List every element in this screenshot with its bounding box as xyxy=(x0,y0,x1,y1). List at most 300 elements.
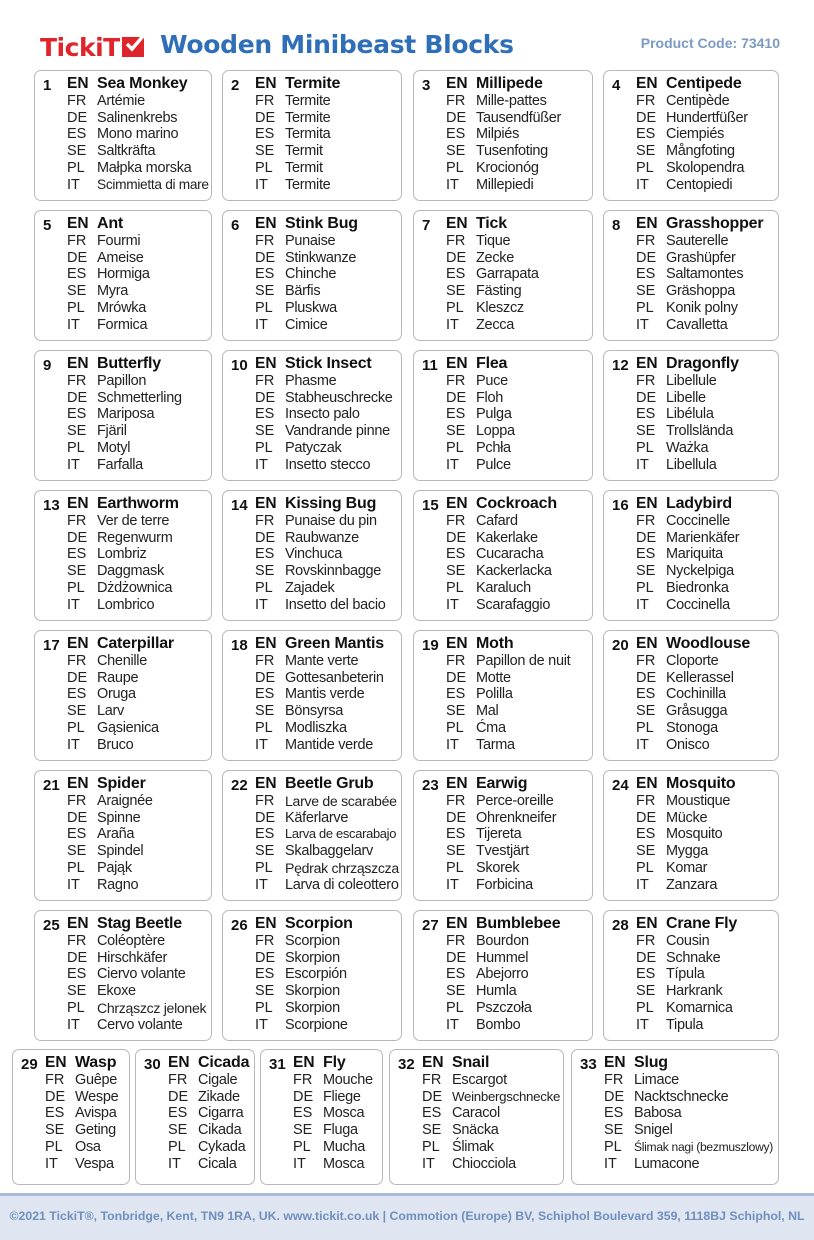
minibeast-card xyxy=(34,490,212,621)
translation-list xyxy=(446,76,590,194)
translated-name: Tijereta xyxy=(476,826,522,843)
english-name: Crane Fly xyxy=(666,915,738,932)
language-code: SE xyxy=(255,983,275,1000)
translated-name: Cikada xyxy=(198,1122,242,1139)
language-code: EN xyxy=(67,75,89,92)
minibeast-card xyxy=(34,70,212,201)
translated-name: Ciempiés xyxy=(666,126,725,143)
translation-row xyxy=(446,546,590,563)
translation-row xyxy=(255,810,399,827)
translation-list xyxy=(446,916,590,1034)
translated-name: Raupe xyxy=(97,669,139,686)
language-code: SE xyxy=(293,1122,313,1139)
language-code: IT xyxy=(446,876,459,893)
translation-row xyxy=(168,1122,252,1139)
language-code: PL xyxy=(636,299,654,316)
translated-name: Larva de escarabajo xyxy=(285,826,397,842)
translated-name: Mångfoting xyxy=(666,143,735,160)
translated-name: Onisco xyxy=(666,736,710,753)
translation-row xyxy=(446,686,590,703)
minibeast-card xyxy=(34,630,212,761)
language-code: ES xyxy=(67,406,87,423)
translated-name: Libellula xyxy=(666,456,717,473)
translated-name: Zikade xyxy=(198,1088,240,1105)
translation-row xyxy=(168,1139,252,1156)
translation-row xyxy=(293,1105,380,1122)
translated-name: Phasme xyxy=(285,372,337,389)
translation-list xyxy=(67,636,209,754)
language-code: PL xyxy=(293,1138,311,1155)
translation-row xyxy=(255,843,399,860)
language-code: FR xyxy=(67,652,87,669)
translated-name: Kackerlacka xyxy=(476,563,552,580)
language-code: DE xyxy=(446,529,467,546)
translated-name: Coléoptère xyxy=(97,932,165,949)
translated-name: Babosa xyxy=(634,1105,682,1122)
translation-row xyxy=(446,250,590,267)
translated-name: Trollslända xyxy=(666,423,734,440)
translated-name: Pulga xyxy=(476,406,512,423)
language-code: SE xyxy=(67,423,87,440)
language-code: IT xyxy=(422,1155,435,1172)
minibeast-card xyxy=(222,630,402,761)
translation-row xyxy=(255,580,399,597)
language-code: FR xyxy=(255,92,275,109)
language-code: PL xyxy=(67,719,85,736)
translated-name: Hundertfüßer xyxy=(666,109,748,126)
translation-row xyxy=(446,93,590,110)
translation-row xyxy=(67,580,209,597)
translated-name: Chiocciola xyxy=(452,1155,516,1172)
language-code: SE xyxy=(255,843,275,860)
language-code: EN xyxy=(255,75,277,92)
language-code: ES xyxy=(446,126,466,143)
language-code: ES xyxy=(67,826,87,843)
translated-name: Caracol xyxy=(452,1105,500,1122)
card-number: 3 xyxy=(422,77,431,94)
translation-row xyxy=(636,933,776,950)
language-code: IT xyxy=(446,736,459,753)
translation-row xyxy=(446,1017,590,1034)
translated-name: Daggmask xyxy=(97,563,164,580)
language-code: ES xyxy=(67,126,87,143)
translated-name: Coccinella xyxy=(666,596,730,613)
language-code: SE xyxy=(422,1122,442,1139)
translated-name: Polilla xyxy=(476,686,513,703)
language-code: PL xyxy=(636,859,654,876)
translation-list xyxy=(636,216,776,334)
translation-row xyxy=(255,496,399,513)
translated-name: Cafard xyxy=(476,512,518,529)
translation-row xyxy=(255,390,399,407)
language-code: ES xyxy=(636,126,656,143)
language-code: DE xyxy=(446,809,467,826)
language-code: FR xyxy=(604,1071,624,1088)
translated-name: Mal xyxy=(476,703,499,720)
translation-row xyxy=(446,597,590,614)
language-code: EN xyxy=(636,635,658,652)
translated-name: Bombo xyxy=(476,1016,521,1033)
language-code: PL xyxy=(636,719,654,736)
translation-row xyxy=(446,983,590,1000)
translation-row xyxy=(446,580,590,597)
language-code: SE xyxy=(636,283,656,300)
language-code: SE xyxy=(67,983,87,1000)
translation-row xyxy=(636,810,776,827)
translation-row xyxy=(604,1156,776,1173)
translation-row xyxy=(636,513,776,530)
language-code: DE xyxy=(636,669,657,686)
checkmark-icon xyxy=(122,37,144,57)
translation-row xyxy=(636,546,776,563)
translated-name: Kakerlake xyxy=(476,529,538,546)
translation-list xyxy=(446,636,590,754)
language-code: DE xyxy=(293,1088,314,1105)
translation-row xyxy=(67,1000,209,1017)
language-code: PL xyxy=(446,579,464,596)
card-number: 24 xyxy=(612,777,629,794)
translated-name: Oruga xyxy=(97,686,136,703)
language-code: PL xyxy=(255,719,273,736)
translation-row xyxy=(446,737,590,754)
translated-name: Limace xyxy=(634,1071,679,1088)
english-name: Flea xyxy=(476,355,508,372)
language-code: PL xyxy=(45,1138,63,1155)
translation-row xyxy=(67,406,209,423)
translation-row xyxy=(636,356,776,373)
translated-name: Mante verte xyxy=(285,652,359,669)
english-name: Wasp xyxy=(75,1054,117,1071)
translated-name: Farfalla xyxy=(97,456,143,473)
translation-row xyxy=(446,143,590,160)
language-code: IT xyxy=(67,876,80,893)
translated-name: Cicala xyxy=(198,1155,237,1172)
language-code: FR xyxy=(255,932,275,949)
translated-name: Gråsugga xyxy=(666,703,728,720)
language-code: ES xyxy=(255,966,275,983)
translated-name: Libelle xyxy=(666,389,706,406)
translated-name: Ohrenkneifer xyxy=(476,809,557,826)
language-code: DE xyxy=(446,109,467,126)
translated-name: Araignée xyxy=(97,792,153,809)
english-name: Caterpillar xyxy=(97,635,174,652)
translated-name: Tipula xyxy=(666,1016,704,1033)
translation-row xyxy=(67,440,209,457)
language-code: IT xyxy=(255,176,268,193)
language-code: SE xyxy=(255,563,275,580)
translation-list xyxy=(636,356,776,474)
translated-name: Larva di coleottero xyxy=(285,876,399,893)
language-code: ES xyxy=(255,266,275,283)
language-code: PL xyxy=(636,439,654,456)
translation-row xyxy=(255,143,399,160)
translation-row xyxy=(255,233,399,250)
language-code: PL xyxy=(446,299,464,316)
translation-row xyxy=(67,283,209,300)
language-code: PL xyxy=(168,1138,186,1155)
language-code: IT xyxy=(255,456,268,473)
card-number: 12 xyxy=(612,357,629,374)
translation-row xyxy=(293,1072,380,1089)
card-number: 28 xyxy=(612,917,629,934)
english-name: Kissing Bug xyxy=(285,495,377,512)
language-code: PL xyxy=(255,159,273,176)
language-code: IT xyxy=(446,316,459,333)
language-code: DE xyxy=(636,529,657,546)
translation-row xyxy=(255,160,399,177)
translation-row xyxy=(446,636,590,653)
translated-name: Pająk xyxy=(97,859,132,876)
translation-row xyxy=(446,266,590,283)
translated-name: Punaise du pin xyxy=(285,512,377,529)
translated-name: Cucaracha xyxy=(476,546,544,563)
english-name: Ladybird xyxy=(666,495,732,512)
translation-row xyxy=(255,300,399,317)
language-code: DE xyxy=(67,249,88,266)
translation-row xyxy=(446,300,590,317)
translation-row xyxy=(255,406,399,423)
translation-row xyxy=(168,1072,252,1089)
english-name: Termite xyxy=(285,75,341,92)
language-code: FR xyxy=(168,1071,188,1088)
translated-name: Mantis verde xyxy=(285,686,365,703)
translation-row xyxy=(255,1000,399,1017)
language-code: SE xyxy=(636,563,656,580)
translation-row xyxy=(45,1105,127,1122)
language-code: FR xyxy=(293,1071,313,1088)
language-code: PL xyxy=(67,859,85,876)
translated-name: Schmetterling xyxy=(97,389,182,406)
language-code: IT xyxy=(636,876,649,893)
translated-name: Harkrank xyxy=(666,983,723,1000)
translation-row xyxy=(67,597,209,614)
language-code: DE xyxy=(168,1088,189,1105)
translation-row xyxy=(636,406,776,423)
translation-row xyxy=(636,317,776,334)
translated-name: Tarma xyxy=(476,736,515,753)
translated-name: Mosca xyxy=(323,1155,365,1172)
minibeast-card xyxy=(413,210,593,341)
english-name: Bumblebee xyxy=(476,915,561,932)
card-number: 21 xyxy=(43,777,60,794)
language-code: EN xyxy=(168,1054,190,1071)
page-title: Wooden Minibeast Blocks xyxy=(160,30,514,59)
language-code: DE xyxy=(255,949,276,966)
card-number: 26 xyxy=(231,917,248,934)
translated-name: Gottesanbeterin xyxy=(285,669,384,686)
translation-row xyxy=(636,300,776,317)
translated-name: Wespe xyxy=(75,1088,119,1105)
minibeast-card xyxy=(135,1049,255,1185)
language-code: SE xyxy=(168,1122,188,1139)
card-number: 18 xyxy=(231,637,248,654)
translation-row xyxy=(422,1105,561,1122)
language-code: DE xyxy=(45,1088,66,1105)
language-code: ES xyxy=(67,266,87,283)
language-code: EN xyxy=(446,355,468,372)
translation-list xyxy=(255,356,399,474)
translation-row xyxy=(446,877,590,894)
translation-row xyxy=(636,670,776,687)
translated-name: Dżdżownica xyxy=(97,579,173,596)
translation-row xyxy=(255,317,399,334)
language-code: PL xyxy=(422,1138,440,1155)
language-code: FR xyxy=(255,652,275,669)
minibeast-card xyxy=(389,1049,564,1185)
translated-name: Larve de scarabée xyxy=(285,792,397,809)
language-code: DE xyxy=(446,249,467,266)
language-code: FR xyxy=(67,512,87,529)
card-number: 16 xyxy=(612,497,629,514)
language-code: DE xyxy=(67,389,88,406)
language-code: IT xyxy=(636,596,649,613)
language-code: EN xyxy=(293,1054,315,1071)
english-name: Cicada xyxy=(198,1054,250,1071)
english-name: Mosquito xyxy=(666,775,736,792)
translation-row xyxy=(67,300,209,317)
translation-row xyxy=(67,513,209,530)
translated-name: Pluskwa xyxy=(285,299,337,316)
language-code: EN xyxy=(255,495,277,512)
translated-name: Humla xyxy=(476,983,517,1000)
translation-row xyxy=(636,233,776,250)
language-code: DE xyxy=(422,1088,443,1105)
language-code: DE xyxy=(255,389,276,406)
translation-row xyxy=(422,1089,561,1106)
translated-name: Spinne xyxy=(97,809,141,826)
translation-row xyxy=(255,250,399,267)
english-name: Snail xyxy=(452,1054,490,1071)
translated-name: Mosca xyxy=(323,1105,365,1122)
minibeast-card xyxy=(222,490,402,621)
translation-row xyxy=(446,776,590,793)
language-code: ES xyxy=(67,966,87,983)
language-code: SE xyxy=(255,283,275,300)
translated-name: Centopiedi xyxy=(666,176,733,193)
language-code: DE xyxy=(67,109,88,126)
language-code: EN xyxy=(67,495,89,512)
translated-name: Termita xyxy=(285,126,331,143)
language-code: IT xyxy=(446,1016,459,1033)
translation-row xyxy=(446,793,590,810)
language-code: IT xyxy=(255,736,268,753)
translation-row xyxy=(45,1072,127,1089)
language-code: FR xyxy=(636,372,656,389)
language-code: ES xyxy=(168,1105,188,1122)
language-code: IT xyxy=(67,736,80,753)
translation-row xyxy=(168,1156,252,1173)
translation-row xyxy=(255,1017,399,1034)
footer xyxy=(0,1193,814,1240)
language-code: EN xyxy=(636,75,658,92)
translated-name: Pulce xyxy=(476,456,511,473)
language-code: EN xyxy=(67,215,89,232)
translation-row xyxy=(446,390,590,407)
translation-row xyxy=(446,406,590,423)
english-name: Sea Monkey xyxy=(97,75,188,92)
language-code: EN xyxy=(45,1054,67,1071)
translation-row xyxy=(255,653,399,670)
translated-name: Bärfis xyxy=(285,283,321,300)
translated-name: Skolopendra xyxy=(666,159,745,176)
translation-row xyxy=(446,703,590,720)
translation-row xyxy=(67,703,209,720)
translation-row xyxy=(255,826,399,843)
translated-name: Cochinilla xyxy=(666,686,726,703)
translated-name: Vespa xyxy=(75,1155,114,1172)
translation-list xyxy=(293,1055,380,1173)
translation-row xyxy=(446,933,590,950)
translation-row xyxy=(67,177,209,194)
translation-row xyxy=(255,860,399,877)
translated-name: Mrówka xyxy=(97,299,146,316)
translation-list xyxy=(604,1055,776,1173)
language-code: DE xyxy=(636,249,657,266)
english-name: Earwig xyxy=(476,775,528,792)
translation-row xyxy=(636,793,776,810)
translation-row xyxy=(446,233,590,250)
language-code: ES xyxy=(604,1105,624,1122)
translation-row xyxy=(636,216,776,233)
card-number: 27 xyxy=(422,917,439,934)
footer-divider xyxy=(0,1193,814,1196)
translated-name: Cimice xyxy=(285,316,328,333)
translated-name: Sauterelle xyxy=(666,232,729,249)
translation-row xyxy=(636,966,776,983)
language-code: ES xyxy=(636,826,656,843)
translated-name: Bönsyrsa xyxy=(285,703,344,720)
language-code: PL xyxy=(67,299,85,316)
translation-list xyxy=(255,216,399,334)
translated-name: Artémie xyxy=(97,92,145,109)
translation-row xyxy=(255,423,399,440)
minibeast-card xyxy=(222,350,402,481)
translated-name: Típula xyxy=(666,966,705,983)
language-code: SE xyxy=(67,843,87,860)
english-name: Stink Bug xyxy=(285,215,358,232)
translation-row xyxy=(446,216,590,233)
translation-row xyxy=(67,143,209,160)
language-code: ES xyxy=(422,1105,442,1122)
card-number: 32 xyxy=(398,1056,415,1073)
translated-name: Vandrande pinne xyxy=(285,423,390,440)
translated-name: Hummel xyxy=(476,949,529,966)
translated-name: Skorpion xyxy=(285,999,340,1016)
translated-name: Nacktschnecke xyxy=(634,1088,729,1105)
translated-name: Zajadek xyxy=(285,579,335,596)
translated-name: Fliege xyxy=(323,1088,361,1105)
language-code: DE xyxy=(67,529,88,546)
minibeast-card xyxy=(413,630,593,761)
language-code: DE xyxy=(255,109,276,126)
english-name: Moth xyxy=(476,635,514,652)
language-code: DE xyxy=(446,949,467,966)
translated-name: Mygga xyxy=(666,843,709,860)
translated-name: Schnake xyxy=(666,949,721,966)
translation-row xyxy=(636,373,776,390)
translation-row xyxy=(636,496,776,513)
translation-list xyxy=(446,356,590,474)
translation-row xyxy=(636,93,776,110)
translation-row xyxy=(255,877,399,894)
translated-name: Cykada xyxy=(198,1138,246,1155)
translation-list xyxy=(67,356,209,474)
language-code: FR xyxy=(446,372,466,389)
translated-name: Scimmietta di mare xyxy=(97,176,209,192)
translation-row xyxy=(293,1089,380,1106)
translation-row xyxy=(422,1055,561,1072)
translation-list xyxy=(67,776,209,894)
